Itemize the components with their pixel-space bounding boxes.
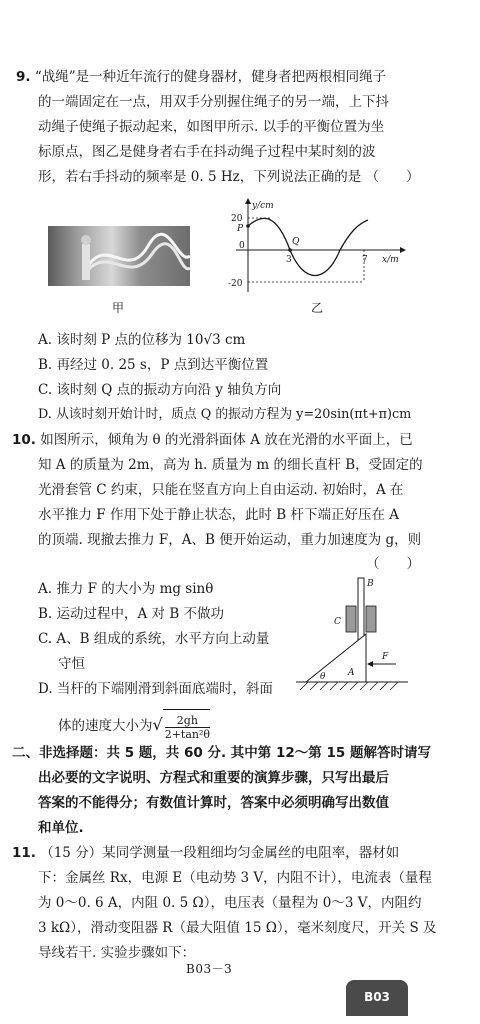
label-c: C bbox=[334, 617, 341, 627]
label-a: A bbox=[348, 668, 355, 678]
sleeve-c-right bbox=[366, 606, 376, 632]
q10-line-5: 的顶端. 现撤去推力 F，A、B 便开始运动，重力加速度为 g，则 bbox=[38, 532, 422, 548]
q10-answer-paren: （ ） bbox=[366, 556, 420, 572]
point-p bbox=[246, 224, 250, 228]
y-tick-20: 20 bbox=[231, 214, 243, 224]
rope-waves-illustration bbox=[48, 226, 190, 286]
q10-option-d: D. 当杆的下端刚滑到斜面底端时，斜面 bbox=[38, 681, 273, 697]
section-tab[interactable]: B03 bbox=[346, 980, 408, 1016]
q9-line-5: 形，若右手抖动的频率是 0. 5 Hz，下列说法正确的是 （ ） bbox=[38, 169, 420, 185]
caption-jia: 甲 bbox=[112, 301, 125, 315]
q9-option-a: A. 该时刻 P 点的位移为 10√3 cm bbox=[38, 332, 246, 348]
q11-line-3: 为 0～0. 6 A，内阻 0. 5 Ω），电压表（量程为 0～3 V，内阻约 bbox=[38, 895, 422, 911]
q9-option-c: C. 该时刻 Q 点的振动方向沿 y 轴负方向 bbox=[38, 382, 282, 398]
y-axis-arrow bbox=[245, 198, 251, 204]
label-theta: θ bbox=[320, 672, 326, 682]
y-tick-neg20: -20 bbox=[228, 279, 243, 289]
label-b: B bbox=[367, 579, 374, 589]
label-q: Q bbox=[292, 237, 300, 247]
q10-number: 10. bbox=[12, 432, 36, 448]
wave-curve bbox=[248, 218, 368, 275]
q10-option-d-cont: 体的速度大小为√ $\frac{2gh}{\text{2+tan²θ}}$ bbox=[58, 708, 210, 744]
q9-line-4: 标原点，图乙是健身者右手在抖动绳子过程中某时刻的波 bbox=[38, 144, 376, 160]
q9-line-2: 的一端固定在一点，用双手分别握住绳子的另一端，上下抖 bbox=[38, 94, 389, 110]
q9-text-1: “战绳”是一种近年流行的健身器材，健身者把两根相同绳子 bbox=[34, 69, 387, 85]
x-axis-label: x/m bbox=[382, 255, 399, 265]
q11-line-4: 3 kΩ），滑动变阻器 R（最大阻值 15 Ω），毫米刻度尺，开关 S 及 bbox=[38, 920, 437, 936]
incline-rod-figure bbox=[296, 574, 408, 696]
q10-option-c-cont: 守恒 bbox=[58, 656, 85, 672]
section2-line-4: 和单位. bbox=[38, 820, 84, 836]
battle-rope-photo bbox=[48, 226, 190, 286]
q11-line-5: 导线若干. 实验步骤如下： bbox=[38, 945, 196, 961]
page-code: B03－3 bbox=[186, 962, 233, 976]
section2-line-2: 出必要的文字说明、方程式和重要的演算步骤，只写出最后 bbox=[38, 770, 389, 786]
section2-line-3: 答案的不能得分；有数值计算时，答案中必须明确写出数值 bbox=[38, 795, 389, 811]
origin-label: 0 bbox=[239, 241, 245, 251]
ground-hatching bbox=[300, 682, 398, 690]
q11-line-1 bbox=[12, 842, 399, 864]
q10-text-1: 如图所示，倾角为 θ 的光滑斜面体 A 放在光滑的水平面上，已 bbox=[40, 432, 413, 448]
q11-line-2: 下：金属丝 Rx，电源 E（电动势 3 V，内阻不计），电流表（量程 bbox=[38, 870, 432, 886]
wedge-a bbox=[306, 634, 366, 682]
formula-numerator: 2gh bbox=[165, 714, 210, 728]
x-tick-3: 3 bbox=[286, 255, 292, 265]
q9-number: 9. bbox=[16, 69, 31, 85]
wave-graph bbox=[222, 196, 412, 296]
q9-option-b: B. 再经过 0. 25 s，P 点到达平衡位置 bbox=[38, 357, 269, 373]
section2-line-1: 二、非选择题：共 5 题，共 60 分. 其中第 12～第 15 题解答时请写 bbox=[12, 745, 431, 761]
q10-option-a: A. 推力 F 的大小为 mg sinθ bbox=[38, 581, 214, 597]
force-f-arrowhead bbox=[367, 661, 373, 667]
caption-yi: 乙 bbox=[311, 301, 324, 315]
q10-line-2: 知 A 的质量为 2m，高为 h. 质量为 m 的细长直杆 B，受固定的 bbox=[38, 457, 423, 473]
q10-line-4: 水平推力 F 作用下处于静止状态，此时 B 杆下端正好压在 A bbox=[38, 507, 399, 523]
q9-line-1 bbox=[16, 66, 386, 88]
label-p: P bbox=[237, 224, 244, 234]
q9-option-d: D. 从该时刻开始计时，质点 Q 的振动方程为 y=20sin(πt+π)cm bbox=[38, 407, 412, 422]
q10-line-3: 光滑套管 C 约束，只能在竖直方向上自由运动. 初始时，A 在 bbox=[38, 482, 404, 498]
x-axis-arrow bbox=[400, 247, 406, 253]
q10-line-1 bbox=[12, 429, 413, 451]
sleeve-c-left bbox=[346, 606, 356, 632]
q11-number: 11. bbox=[12, 845, 36, 861]
x-tick-7: 7 bbox=[362, 255, 368, 265]
formula-denominator: 2+tan²θ bbox=[164, 728, 211, 741]
q10-option-d-tail: 体的速度大小为 bbox=[58, 718, 153, 734]
q10-option-c: C. A、B 组成的系统，水平方向上动量 bbox=[38, 631, 270, 647]
point-q bbox=[288, 248, 292, 252]
q9-line-3: 动绳子使绳子振动起来，如图甲所示. 以手的平衡位置为坐 bbox=[38, 119, 385, 135]
q10-option-b: B. 运动过程中，A 对 B 不做功 bbox=[38, 606, 225, 622]
y-axis-label: y/cm bbox=[252, 201, 274, 211]
label-f: F bbox=[382, 652, 389, 662]
q11-text-1: （15 分）某同学测量一段粗细均匀金属丝的电阻率，器材如 bbox=[40, 845, 400, 861]
